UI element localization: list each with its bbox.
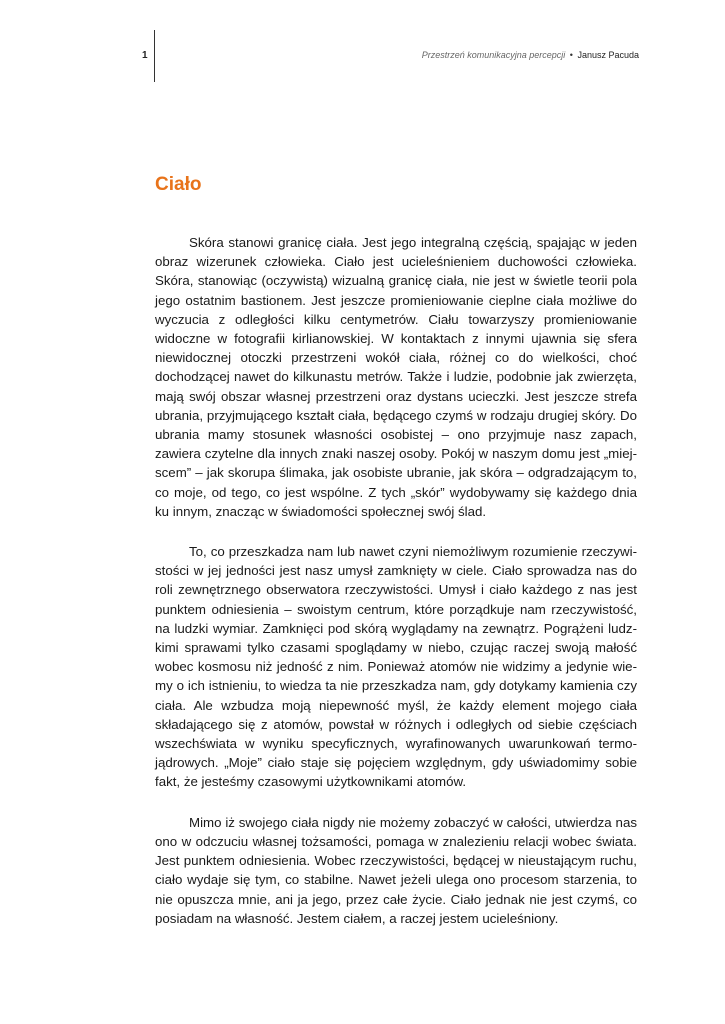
header-separator: • xyxy=(569,50,573,60)
page-number: 1 xyxy=(142,50,148,61)
paragraph: To, co przeszkadza nam lub nawet czyni niemożliwym rozumienie rzeczywistości w jej jedności jest nasz umysł zamknięty w ciele. Ciało sprowadza nas do roli zewnętrznego obserwatora rzeczywistości. Umysł i ciało każdego z nas jest punktem odniesienia – swoistym centrum, które porządkuje nam rzeczywistość, na ludzki wymiar. Zamknięci pod skórą wyglądamy na zewnątrz. Pogrążeni ludzkimi sprawami tylko czasami spoglądamy w niebo, czując raczej swoją małość wobec kosmosu niż jedność z nim. Ponieważ atomów nie widzimy a jedynie wiemy o ich istnieniu, to wiedza ta nie przeszkadza nam, gdy dotykamy kamienia czy ciała. Ale wzbudza moją niepewność myśl, że każdy element mojego ciała składającego się z atomów, powstał w różnych i odległych od siebie częściach wszechświata w wyniku specyficznych, wyrafinowanych uwarunkowań termojądrowych. „Moje” ciało staje się pojęciem względnym, gdy uświadomimy sobie fakt, że jesteśmy czasowymi użytkownikami atomów. xyxy=(155,544,637,790)
header-divider xyxy=(154,30,155,82)
body-text xyxy=(155,233,637,949)
chapter-title: Ciało xyxy=(155,174,202,195)
publication-title: Przestrzeń komunikacyjna percepcji xyxy=(421,50,566,60)
paragraph: Skóra stanowi granicę ciała. Jest jego integralną częścią, spajając w jeden obraz wizerunek człowieka. Ciało jest ucieleśnieniem duchowości człowieka. Skóra, stanowiąc (oczywistą) wizualną granicę ciała, nie jest w świetle teorii pola jego ostatnim bastionem. Jest jeszcze promieniowanie cieplne ciała możliwe do wyczucia z odległości kilku centymetrów. Ciału towarzyszy promieniowanie widoczne w fotografii kirlianowskiej. W kontaktach z innymi ujawnia się sfera niewidocznej otoczki przestrzeni wokół ciała, różnej co do wielkości, choć dochodzącej nawet do kilkunastu metrów. Także i ludzie, podobnie jak zwierzęta, mają swój obszar własnej przestrzeni oraz dystans ucieczki. Jest jeszcze strefa ubrania, przyjmującego kształt ciała, będącego czymś w rodzaju drugiej skóry. Do ubrania mamy stosunek własności osobistej – ono przyjmuje nasz zapach, zawiera czytelne dla innych znaki naszej osoby. Pokój w naszym domu jest „miejscem” – jak skorupa ślimaka, jak osobiste ubranie, jak skóra – odgradzającym to, co moje, od tego, co jest wspólne. Z tych „skór” wydobywamy się każdego dnia ku innym, znacząc w świadomości społecznej swój ślad. xyxy=(155,235,637,519)
author-name: Janusz Pacuda xyxy=(577,50,639,60)
running-header xyxy=(422,50,639,60)
paragraph: Mimo iż swojego ciała nigdy nie możemy zobaczyć w całości, utwierdza nas ono w odczuciu własnej tożsamości, pomaga w znalezieniu relacji wobec świata. Jest punktem odniesienia. Wobec rzeczywistości, będącej w nieustającym ruchu, ciało wydaje się tym, co stabilne. Nawet jeżeli ulega ono procesom starzenia, to nie opuszcza mnie, ani ja jego, przez całe życie. Ciało jednak nie jest czymś, co posiadam na własność. Jestem ciałem, a raczej jestem ucieleśniony. xyxy=(155,814,637,926)
